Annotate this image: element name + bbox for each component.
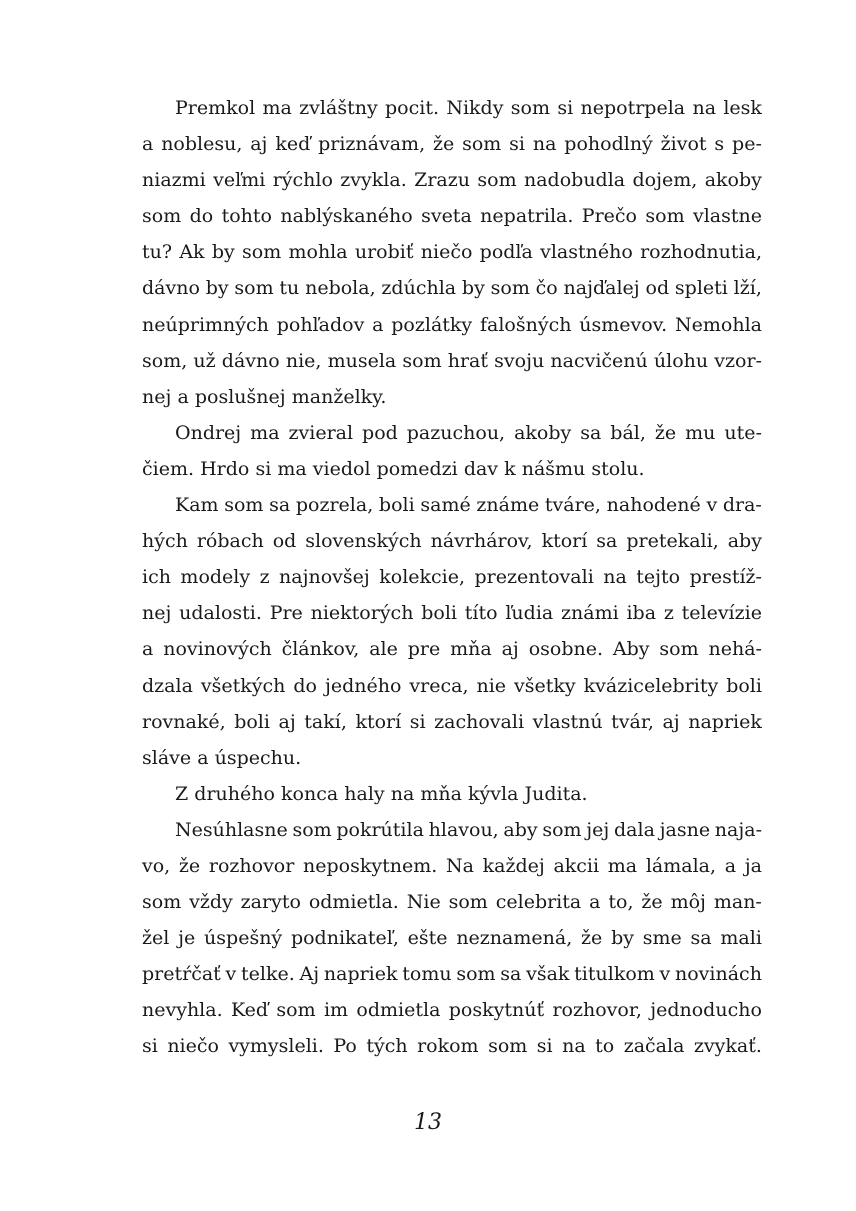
word: Premkol [175,97,256,119]
word: rozhodnutia, [640,241,762,264]
word: Keď [230,999,269,1022]
word: to, [608,891,634,914]
word: telke. [241,963,295,986]
text-line [142,234,762,270]
text-line [142,595,762,631]
word: neznamená, [456,927,573,950]
word: priznávam, [318,133,426,156]
word: musela [327,349,397,372]
word: zachovali [434,710,525,733]
word: man- [713,891,762,914]
word: podľa [479,241,533,264]
word: sa [690,927,712,950]
word: rozhovor, [552,999,642,1022]
word: vždy [189,891,233,914]
word: ma [277,457,307,480]
word: aj [278,710,296,733]
word: dávno [221,349,280,372]
word: boli [378,494,415,517]
word: nehá- [708,638,762,661]
word: v [706,494,718,517]
word: všetkých [200,674,286,697]
word: som [292,818,332,841]
word: zvieral [288,421,354,444]
word: hých [142,530,188,553]
word: manželky. [291,385,387,408]
word: dávno [142,277,200,300]
word: prezentovali [474,566,594,589]
word: tu [279,277,300,300]
word: každej [482,854,545,877]
word: niečo [167,1035,219,1058]
word: ma [607,854,638,877]
word: nej [142,602,172,625]
word: a [372,313,384,336]
word: by [461,277,485,300]
word: som [142,205,182,228]
word: jednoducho [650,999,762,1022]
word: zdúchla [381,277,457,300]
word: a [589,891,601,914]
word: pretŕčať [142,963,221,986]
text-line [142,776,762,812]
word: sa [500,963,522,986]
word: a [142,638,154,661]
word: prestíž- [689,566,762,589]
word: vlastnú [532,710,603,733]
word: ja [744,854,762,877]
word: sa [269,494,291,517]
word: ľudia [505,602,554,625]
word: pokrútila [336,818,424,841]
word: som [448,891,488,914]
word: zvykla. [340,169,407,192]
word: čiem. [142,457,195,480]
text-line [142,920,762,956]
word: dala [614,818,655,841]
word: som [234,277,274,300]
word: sláve [142,746,192,769]
word: tvár, [611,710,654,733]
word: napriek [323,963,398,986]
word: druhého [194,782,275,805]
word: veľmi [213,169,266,192]
word: svoju [494,349,545,372]
text-line [142,379,762,415]
word: tohto [221,205,272,228]
text-line [142,126,762,162]
word: ma [250,421,280,444]
word: titulkom [574,963,655,986]
word: nepotrpela [580,97,686,119]
word: mňa [450,638,492,661]
word: na [390,782,415,805]
word: stolu. [591,457,645,480]
word: hlavou, [428,818,499,841]
word: niazmi [142,169,206,192]
word: že [641,891,663,914]
word: pazuchou, [406,421,506,444]
word: pocit. [385,97,440,119]
word: všetky [514,674,576,697]
word: som [456,963,496,986]
text-line [142,198,762,234]
word: pe- [732,133,762,156]
word: dojem, [632,169,698,192]
word: mu [685,421,716,444]
word: im [323,999,349,1022]
word: samé [420,494,471,517]
word: pomedzi [376,457,458,480]
word: hrať [447,349,489,372]
word: naja- [714,818,762,841]
word: si [509,133,525,156]
word: v [659,963,671,986]
word: akcii [553,854,600,877]
word: som [276,999,316,1022]
word: s [714,133,725,156]
word: Nie [406,891,441,914]
word: pozlátky [391,313,473,336]
word: v [225,963,237,986]
word: dzala [142,674,193,697]
word: Na [445,854,474,877]
word: si [536,1035,553,1058]
word: kolekcie, [379,566,466,589]
word: zvykať. [693,1035,762,1058]
word: Nemohla [675,313,762,336]
word: že [178,854,201,877]
word: na [532,133,557,156]
word: dav [463,457,499,480]
word: nie, [285,349,322,372]
word: si [255,457,272,480]
word: Kam [175,494,219,517]
word: Nikdy [446,97,504,119]
word: akoby [704,169,762,192]
text-line [142,451,762,487]
word: lží, [733,277,762,300]
word: poskytnúť [448,999,545,1022]
text-line [142,343,762,379]
word: ale [369,638,398,661]
word: podnikateľ, [290,927,399,950]
word: lámala, [645,854,717,877]
word: by [205,277,229,300]
word: osobne. [528,638,604,661]
word: iba [626,602,657,625]
word: čo [535,277,558,300]
text-line [142,631,762,667]
word: najnovšej [279,566,370,589]
word: od [645,277,670,300]
text-line [142,415,762,451]
word: sa [580,421,602,444]
word: sa [596,530,618,553]
word: známi [561,602,619,625]
word: bál, [610,421,646,444]
word: pretekali, [626,530,719,553]
word: Z [175,782,189,805]
word: by [611,927,634,950]
word: a [724,854,737,877]
word: rokom [417,1035,479,1058]
word: nevyhla. [142,999,223,1022]
word: tváre, [544,494,601,517]
word: lesk [723,97,762,119]
word: kvázicelebrity [583,674,719,697]
word: od [272,530,297,553]
text-line [142,90,762,126]
text-line [142,523,762,559]
word: odmietla. [308,891,399,914]
text-line [142,740,762,776]
word: vlastne [692,205,762,228]
word: na [603,566,627,589]
word: článkov, [281,638,360,661]
word: falošných [479,313,572,336]
word: celebrita [495,891,582,914]
word: som [477,169,517,192]
word: som, [142,349,188,372]
word: Zrazu [414,169,470,192]
word: do [293,674,317,697]
word: začala [623,1035,685,1058]
word: keď [275,133,311,156]
word: ktorí [541,530,588,553]
word: pohľadov [276,313,365,336]
word: rýchlo [272,169,333,192]
word: aby [503,818,538,841]
word: nebola, [305,277,376,300]
word: úlohu [653,349,709,372]
word: zaryto [240,891,301,914]
word: pohodlný [564,133,653,156]
word: Hrdo [200,457,250,480]
word: neúprimných [142,313,269,336]
word: sme [642,927,682,950]
word: Ak [179,241,205,264]
body-text [142,90,762,1065]
word: viedol [312,457,371,480]
word: tu? [142,241,173,264]
word: nadobudla [523,169,626,192]
word: novinách [675,963,762,986]
word: jedného [324,674,402,697]
word: aby [727,530,762,553]
word: som [488,1035,528,1058]
text-line [142,668,762,704]
text-line [142,848,762,884]
word: Aj [299,963,320,986]
word: je [178,927,196,950]
word: dra- [722,494,762,517]
page-number: 13 [414,1110,442,1135]
word: žel [142,927,170,950]
word: som [645,205,685,228]
text-line [142,812,762,848]
word: k [504,457,516,480]
word: odmietla [356,999,441,1022]
word: však [526,963,570,986]
word: môj [670,891,706,914]
word: mňa [420,782,462,805]
text-line [142,992,762,1028]
word: návrhárov, [430,530,533,553]
word: z [663,602,674,625]
word: že [654,421,677,444]
word: spleti [674,277,728,300]
word: som [659,638,699,661]
word: pod [362,421,398,444]
word: vreca, [409,674,469,697]
word: Pre [269,602,303,625]
word: ich [142,566,171,589]
word: niečo [420,241,473,264]
word: rozhovor [208,854,295,877]
word: už [193,349,216,372]
word: na [562,1035,586,1058]
word: vzor- [714,349,762,372]
word: som [142,891,182,914]
word: z [259,566,270,589]
word: udalosti. [179,602,262,625]
word: ktorí [355,710,402,733]
word: televízie [681,602,762,625]
word: sveta [421,205,472,228]
word: úspechu. [214,746,302,769]
word: boli [726,674,762,697]
word: na [692,97,717,119]
text-line [142,1028,762,1064]
word: aj [501,638,519,661]
word: som [224,494,264,517]
word: nablýskaného [280,205,413,228]
word: Nesúhlasne [175,818,288,841]
word: som [462,133,502,156]
word: ešte [407,927,448,950]
word: aj [662,710,680,733]
word: Prečo [581,205,637,228]
word: mohla [288,241,348,264]
word: konca [281,782,339,805]
word: kývla [468,782,519,805]
word: a [197,746,209,769]
word: najďalej [563,277,640,300]
word: do [189,205,214,228]
text-line [142,884,762,920]
word: si [557,97,574,119]
word: som [242,241,282,264]
word: nacvičenú [550,349,648,372]
word: novinových [163,638,272,661]
text-line [142,956,762,992]
text-line [142,307,762,343]
word: som [402,349,442,372]
word: haly [344,782,385,805]
word: úsmevov. [579,313,668,336]
word: vo, [142,854,171,877]
word: tomu [402,963,452,986]
word: som [542,818,582,841]
word: život [660,133,707,156]
word: a [142,133,154,156]
word: pre [407,638,441,661]
word: ute- [724,421,762,444]
word: Aby [612,638,650,661]
word: niektorých [310,602,414,625]
word: poslušnej [194,385,286,408]
word: a [177,385,189,408]
word: to [595,1035,615,1058]
word: noblesu, [161,133,243,156]
word: tých [366,1035,408,1058]
word: mali [720,927,762,950]
word: pozrela, [295,494,374,517]
word: boli [421,602,457,625]
word: nepatrila. [480,205,574,228]
word: takí, [304,710,347,733]
word: jasne [659,818,711,841]
word: modely [180,566,251,589]
text-line [142,704,762,740]
word: Ondrej [175,421,242,444]
word: známe [476,494,540,517]
word: nášmu [521,457,586,480]
word: úspešný [204,927,283,950]
word: nej [142,385,172,408]
word: si [409,710,426,733]
word: nie [476,674,507,697]
word: si [142,1035,158,1058]
word: zvláštny [299,97,378,119]
word: akoby [514,421,572,444]
text-line [142,270,762,306]
word: rovnaké, [142,710,226,733]
word: ma [262,97,292,119]
word: napriek [688,710,762,733]
word: vlastného [540,241,633,264]
word: vymysleli. [228,1035,324,1058]
word: že [581,927,603,950]
word: Po [333,1035,357,1058]
word: som [490,277,530,300]
word: nahodené [606,494,701,517]
word: Judita. [524,782,588,805]
text-line [142,559,762,595]
word: že [432,133,455,156]
word: by [211,241,235,264]
text-line [142,487,762,523]
word: som [510,97,551,119]
word: tejto [636,566,681,589]
word: urobiť [354,241,414,264]
word: jej [586,818,610,841]
text-line [142,162,762,198]
word: slovenských [305,530,422,553]
word: aj [250,133,268,156]
word: róbach [196,530,264,553]
word: títo [464,602,498,625]
word: boli [234,710,270,733]
word: neposkytnem. [303,854,438,877]
